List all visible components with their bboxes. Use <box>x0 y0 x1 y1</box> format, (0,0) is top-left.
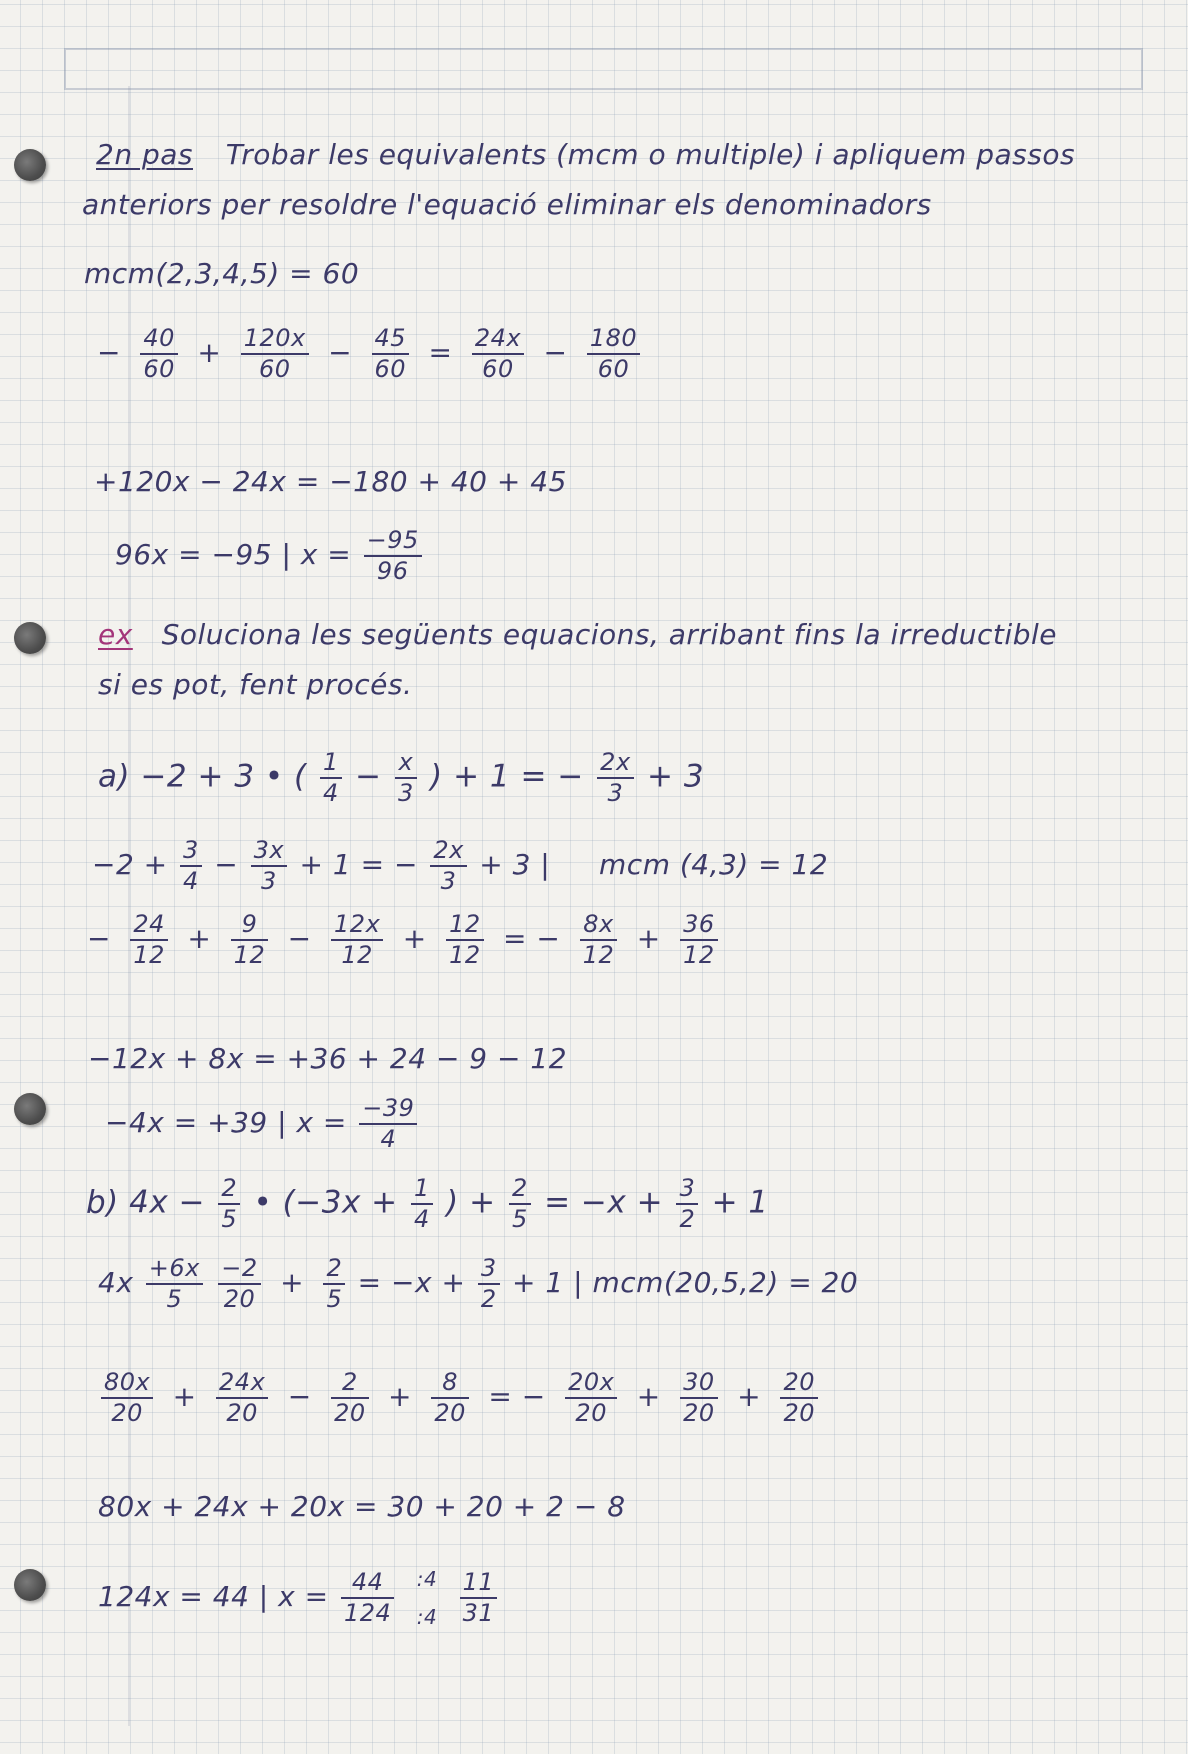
fraction: $\frac{40}{60}$ <box>140 326 178 382</box>
fraction: $\frac{-2}{20}$ <box>218 1256 260 1312</box>
step-label: 2n pas <box>96 138 193 171</box>
header-text-2: anteriors per resoldre l'equació eliminar els denominadors <box>82 188 932 221</box>
fraction: $\frac{44}{124}$ <box>341 1570 394 1626</box>
equation-a-2: −2 + $\frac{3}{4}$ − $\frac{3x}{3}$ + 1 = − $\frac{2x}{3}$ + 3 | mcm (4,3) = 12 <box>92 836 829 896</box>
fraction: $\frac{45}{60}$ <box>372 326 410 382</box>
fraction: $\frac{8}{20}$ <box>431 1370 469 1426</box>
binder-hole <box>14 1569 46 1601</box>
fraction: $\frac{3}{2}$ <box>478 1256 500 1312</box>
fraction: $\frac{36}{12}$ <box>680 912 718 968</box>
mcm-20: mcm(20,5,2) = 20 <box>592 1266 859 1300</box>
fraction: $\frac{2x}{3}$ <box>597 750 633 806</box>
fraction: $\frac{x}{3}$ <box>395 750 417 806</box>
equation-b-4: 80x + 24x + 20x = 30 + 20 + 2 − 8 <box>98 1490 626 1523</box>
equation-simplified: +120x − 24x = −180 + 40 + 45 <box>94 465 567 498</box>
fraction: $\frac{20}{20}$ <box>780 1370 818 1426</box>
fraction: $\frac{120x}{60}$ <box>241 326 309 382</box>
fraction: $\frac{-39}{4}$ <box>359 1096 417 1152</box>
fraction: $\frac{12x}{12}$ <box>331 912 383 968</box>
header-line-1 <box>96 138 1075 172</box>
fraction: $\frac{24}{12}$ <box>130 912 168 968</box>
mcm-12: mcm (4,3) = 12 <box>599 848 829 882</box>
fraction: $\frac{1}{4}$ <box>411 1176 433 1232</box>
equation-b-3: $\frac{80x}{20}$ + $\frac{24x}{20}$ − $\frac{2}{20}$ + $\frac{8}{20}$ = − $\frac{20x}{20}$ + $\frac{30}{20}$ + $\frac{20}{20}$ <box>98 1370 821 1426</box>
equation-b-2: 4x $\frac{+6x}{5}$ $\frac{-2}{20}$ + $\frac{2}{5}$ = −x + $\frac{3}{2}$ + 1 | mcm(20,5,2) = 20 <box>98 1254 859 1314</box>
fraction: $\frac{80x}{20}$ <box>101 1370 153 1426</box>
mcm-60: mcm(2,3,4,5) = 60 <box>84 257 360 290</box>
equation-b-1: b) 4x − $\frac{2}{5}$ • (−3x + $\frac{1}{4}$ ) + $\frac{2}{5}$ = −x + $\frac{3}{2}$ + 1 <box>86 1174 769 1234</box>
fraction: $\frac{2x}{3}$ <box>430 838 466 894</box>
binder-hole <box>14 1093 46 1125</box>
fraction: $\frac{24x}{20}$ <box>216 1370 268 1426</box>
fraction: $\frac{30}{20}$ <box>680 1370 718 1426</box>
fraction: $\frac{3}{2}$ <box>676 1176 698 1232</box>
exercise-label: ex <box>98 618 133 651</box>
equation-a-solution: −4x = +39 | x = $\frac{-39}{4}$ <box>105 1096 420 1152</box>
binder-hole <box>14 622 46 654</box>
fraction: $\frac{20x}{20}$ <box>565 1370 617 1426</box>
header-text-1: Trobar les equivalents (mcm o multiple) i apliquem passos <box>225 138 1076 171</box>
fraction: $\frac{2}{5}$ <box>218 1176 240 1232</box>
fraction-irreducible: $\frac{11}{31}$ <box>460 1570 498 1626</box>
fraction: $\frac{2}{20}$ <box>331 1370 369 1426</box>
fraction: $\frac{9}{12}$ <box>231 912 269 968</box>
exercise-line-1 <box>98 618 1057 652</box>
exercise-text-1: Soluciona les següents equacions, arribant fins la irreductible <box>161 618 1057 651</box>
exercise-line-2: si es pot, fent procés. <box>98 668 413 701</box>
fraction: $\frac{180}{60}$ <box>587 326 640 382</box>
equation-a-1: a) −2 + 3 • ( $\frac{1}{4}$ − $\frac{x}{3}$ ) + 1 = − $\frac{2x}{3}$ + 3 <box>98 748 705 808</box>
fraction: $\frac{-95}{96}$ <box>364 528 422 584</box>
header-box <box>64 48 1143 90</box>
header-line-2 <box>82 188 932 222</box>
equation-a-4: −12x + 8x = +36 + 24 − 9 − 12 <box>88 1042 568 1075</box>
fraction: $\frac{24x}{60}$ <box>472 326 524 382</box>
fraction: $\frac{1}{4}$ <box>320 750 342 806</box>
part-a-label: a) <box>98 758 131 795</box>
equation-b-solution: 124x = 44 | x = $\frac{44}{124}$ :4 :4 $\frac{11}{31}$ <box>98 1560 500 1636</box>
division-note: :4 :4 <box>416 1567 438 1629</box>
equation-a-3: − $\frac{24}{12}$ + $\frac{9}{12}$ − $\frac{12x}{12}$ + $\frac{12}{12}$ = − $\frac{8x}{12}$ + $\frac{36}{12}$ <box>80 912 721 968</box>
equation-60-fractions: − $\frac{40}{60}$ + $\frac{120x}{60}$ − $\frac{45}{60}$ = $\frac{24x}{60}$ − $\frac{180}{60}$ <box>90 326 643 382</box>
fraction: $\frac{12}{12}$ <box>446 912 484 968</box>
fraction: $\frac{3x}{3}$ <box>251 838 287 894</box>
fraction: $\frac{8x}{12}$ <box>580 912 618 968</box>
fraction: $\frac{+6x}{5}$ <box>146 1256 203 1312</box>
part-b-label: b) <box>86 1184 119 1221</box>
fraction: $\frac{2}{5}$ <box>509 1176 531 1232</box>
binder-hole <box>14 149 46 181</box>
fraction: $\frac{3}{4}$ <box>180 838 202 894</box>
fraction: $\frac{2}{5}$ <box>323 1256 345 1312</box>
equation-solution-1: 96x = −95 | x = $\frac{-95}{96}$ <box>115 528 425 584</box>
